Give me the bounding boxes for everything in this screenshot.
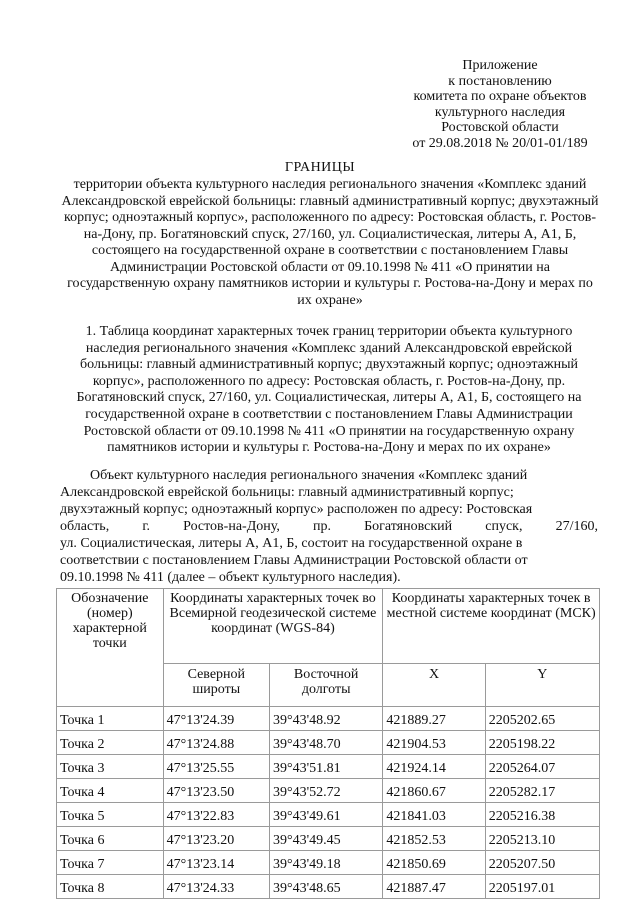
cell-lat: 47°13'24.88 xyxy=(163,731,269,755)
cell-point: Точка 5 xyxy=(57,803,164,827)
cell-y: 2205282.17 xyxy=(485,779,599,803)
paragraph-word: Богатяновский xyxy=(364,519,453,534)
cell-x: 421850.69 xyxy=(383,851,485,875)
cell-point: Точка 8 xyxy=(57,875,164,899)
cell-point: Точка 4 xyxy=(57,779,164,803)
table-row xyxy=(57,755,600,779)
paragraph-line: 09.10.1998 № 411 (далее – объект культурного наследия). xyxy=(60,570,401,585)
table-row xyxy=(57,731,600,755)
table-row xyxy=(57,803,600,827)
header-point-label: Обозначение (номер) характерной точки xyxy=(57,589,164,707)
header-msk: Координаты характерных точек в местной системе координат (МСК) xyxy=(383,589,600,664)
cell-lat: 47°13'23.14 xyxy=(163,851,269,875)
cell-point: Точка 1 xyxy=(57,707,164,731)
cell-y: 2205202.65 xyxy=(485,707,599,731)
paragraph-word: пр. xyxy=(312,519,331,534)
cell-lon: 39°43'49.18 xyxy=(270,851,383,875)
cell-x: 421889.27 xyxy=(383,707,485,731)
cell-x: 421860.67 xyxy=(383,779,485,803)
appendix-line: культурного наследия xyxy=(434,104,566,120)
header-wgs: Координаты характерных точек во Всемирной геодезической системе координат (WGS-84) xyxy=(163,589,383,664)
cell-lat: 47°13'22.83 xyxy=(163,803,269,827)
paragraph-word: 27/160, xyxy=(555,519,598,534)
cell-lat: 47°13'23.20 xyxy=(163,827,269,851)
cell-lon: 39°43'48.70 xyxy=(270,731,383,755)
header-lat: Северной широты xyxy=(163,664,269,707)
paragraph-word: спуск, xyxy=(485,519,523,534)
cell-y: 2205198.22 xyxy=(485,731,599,755)
table-row xyxy=(57,875,600,899)
paragraph-line: соответствии с постановлением Главы Администрации Ростовской области от xyxy=(60,553,528,568)
table-row xyxy=(57,707,600,731)
paragraph-word: г. xyxy=(142,519,150,534)
cell-x: 421841.03 xyxy=(383,803,485,827)
cell-point: Точка 7 xyxy=(57,851,164,875)
table-row xyxy=(57,827,600,851)
cell-y: 2205264.07 xyxy=(485,755,599,779)
cell-lon: 39°43'51.81 xyxy=(270,755,383,779)
appendix-line: Приложение xyxy=(462,58,538,73)
cell-lon: 39°43'48.65 xyxy=(270,875,383,899)
cell-y: 2205197.01 xyxy=(485,875,599,899)
cell-lat: 47°13'24.33 xyxy=(163,875,269,899)
header-y: Y xyxy=(485,664,599,707)
cell-y: 2205207.50 xyxy=(485,851,599,875)
document-title: ГРАНИЦЫ xyxy=(284,160,356,175)
appendix-line: к постановлению xyxy=(448,73,552,89)
table-row xyxy=(57,851,600,875)
object-description xyxy=(60,467,598,586)
cell-x: 421887.47 xyxy=(383,875,485,899)
paragraph-line: двухэтажный корпус; одноэтажный корпус» расположен по адресу: Ростовская xyxy=(60,502,533,517)
appendix-line: комитета по охране объектов xyxy=(413,89,587,104)
cell-lon: 39°43'49.45 xyxy=(270,827,383,851)
coordinates-table xyxy=(56,588,600,899)
cell-x: 421852.53 xyxy=(383,827,485,851)
appendix-block xyxy=(400,58,600,151)
paragraph-word: Ростов-на-Дону, xyxy=(183,519,280,534)
cell-point: Точка 3 xyxy=(57,755,164,779)
header-lon: Восточной долготы xyxy=(270,664,383,707)
section-heading: 1. Таблица координат характерных точек границ территории объекта культурного наследия регионального значения «Комплекс зданий Александровской еврейской больницы: главный административный корпус; двухэтажный корпус; одноэтажный корпус», расположенного по адресу: Ростовская область, г. Ростов-на-Дону, пр. Богатяновский спуск, 27/160, ул. Социалистическая, литеры А, А1, Б, состоящего на государственной охране в соответствии с постановлением Главы Администрации Ростовской области от 09.10.1998 № 411 «О принятии на государственную охрану памятников истории и культуры г. Ростова-на-Дону и мерах по их охране» xyxy=(76,324,582,456)
appendix-line: Ростовской области xyxy=(441,120,559,135)
appendix-line: от 29.08.2018 № 20/01-01/189 xyxy=(412,135,588,151)
document-subtitle: территории объекта культурного наследия регионального значения «Комплекс зданий Александровской еврейской больницы: главный административный корпус; двухэтажный корпус; одноэтажный корпус», расположенного по адресу: Ростовская область, г. Ростов-на-Дону, пр. Богатяновский спуск, 27/160, ул. Социалистическая, литеры А, А1, Б, состоящего на государственной охране в соответствии с постановлением Главы Администрации Ростовской области от 09.10.1998 № 411 «О принятии на государственную охрану памятников истории и культуры г. Ростова-на-Дону и мерах по их охране» xyxy=(61,177,599,308)
paragraph-line: ул. Социалистическая, литеры А, А1, Б, состоит на государственной охране в xyxy=(60,536,523,551)
paragraph-word: область, xyxy=(60,519,110,534)
table-row xyxy=(57,779,600,803)
cell-x: 421904.53 xyxy=(383,731,485,755)
cell-x: 421924.14 xyxy=(383,755,485,779)
table-header-row xyxy=(57,589,600,664)
paragraph-line: Объект культурного наследия регионального значения «Комплекс зданий xyxy=(90,468,528,483)
paragraph-line: Александровской еврейской больницы: главный административный корпус; xyxy=(60,485,514,500)
cell-y: 2205216.38 xyxy=(485,803,599,827)
paragraph-line-justified xyxy=(60,518,598,535)
cell-lon: 39°43'49.61 xyxy=(270,803,383,827)
cell-point: Точка 6 xyxy=(57,827,164,851)
cell-point: Точка 2 xyxy=(57,731,164,755)
cell-lat: 47°13'23.50 xyxy=(163,779,269,803)
header-x: X xyxy=(383,664,485,707)
cell-y: 2205213.10 xyxy=(485,827,599,851)
cell-lat: 47°13'25.55 xyxy=(163,755,269,779)
cell-lon: 39°43'52.72 xyxy=(270,779,383,803)
cell-lon: 39°43'48.92 xyxy=(270,707,383,731)
cell-lat: 47°13'24.39 xyxy=(163,707,269,731)
